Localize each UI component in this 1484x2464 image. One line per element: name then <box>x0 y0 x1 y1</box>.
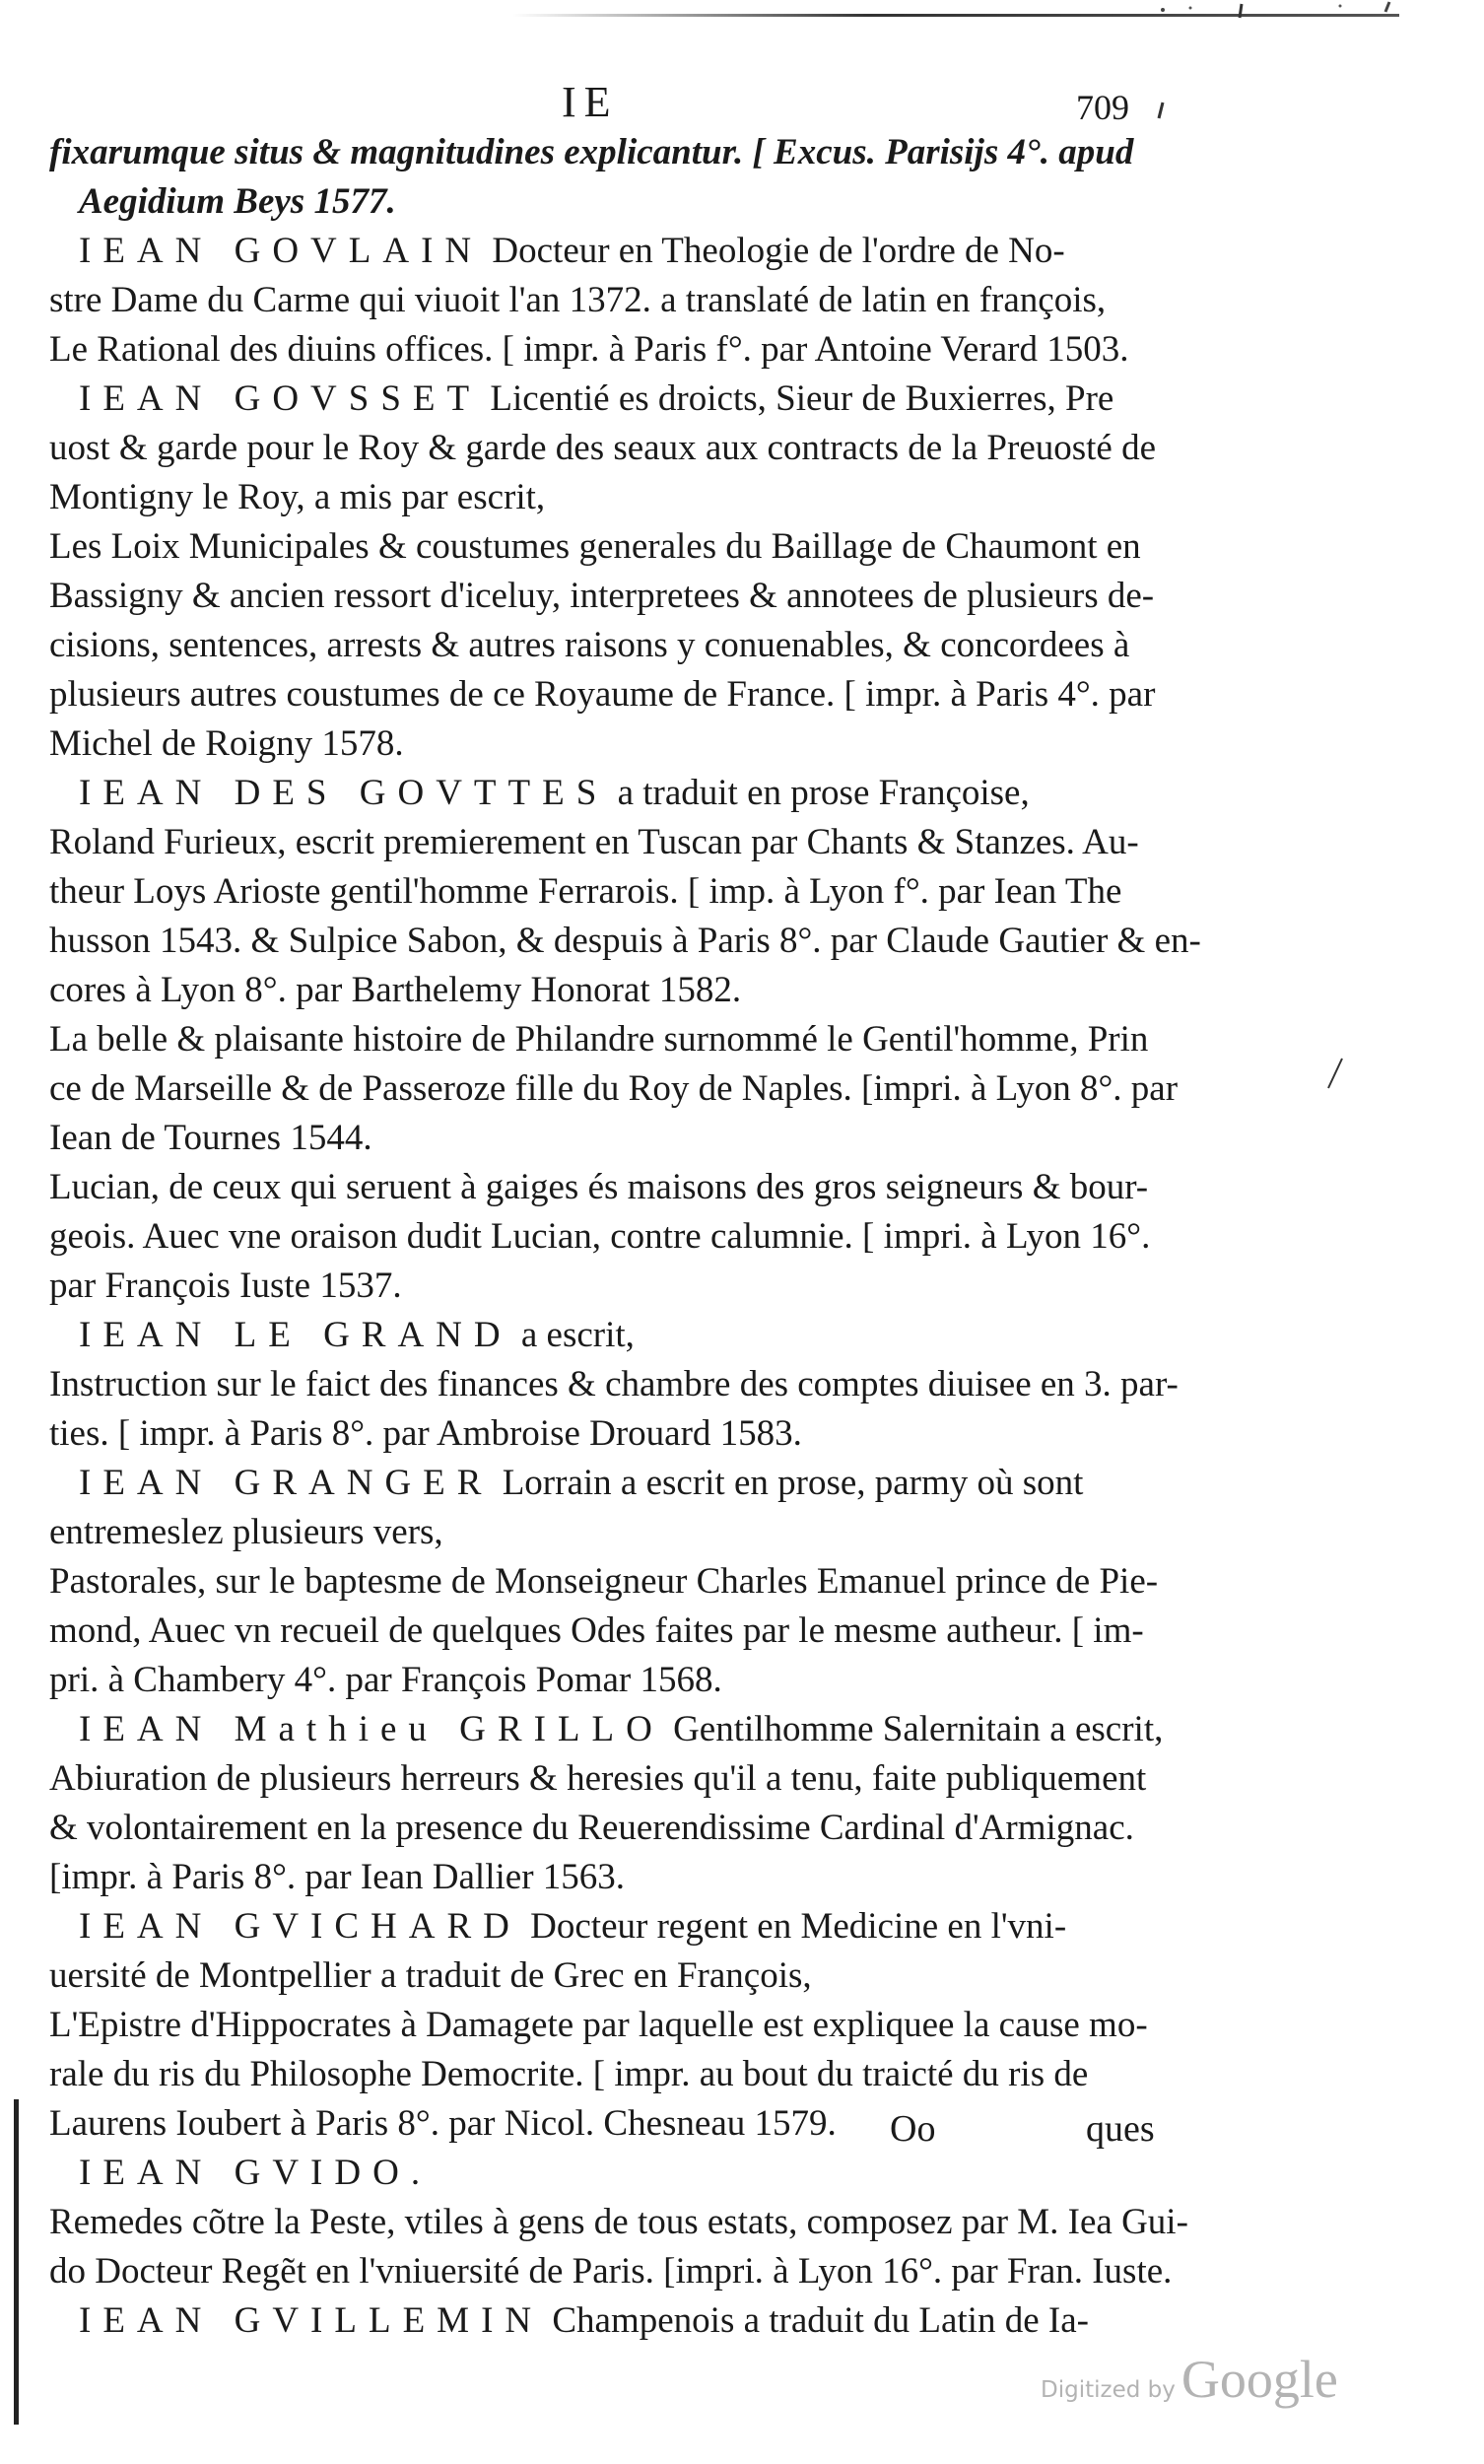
author-name: IEAN LE GRAND <box>79 1315 512 1355</box>
text-line: & volontairement en la presence du Reuerendissime Cardinal d'Armignac. <box>49 1808 1134 1848</box>
text-line: fixarumque situs & magnitudines explicantur. [ Excus. Parisijs 4°. apud <box>49 132 1134 172</box>
entry-heading: IEAN DES GOVTTES a traduit en prose Françoise, <box>79 773 1030 813</box>
text-line: geois. Auec vne oraison dudit Lucian, contre calumnie. [ impri. à Lyon 16°. <box>49 1216 1151 1257</box>
text-line: par François Iuste 1537. <box>49 1266 402 1306</box>
text-line: La belle & plaisante histoire de Philandre surnommé le Gentil'homme, Prin <box>49 1019 1149 1060</box>
text-line: cisions, sentences, arrests & autres raisons y conuenables, & concordees à <box>49 625 1130 665</box>
text-line: Remedes cõtre la Peste, vtiles à gens de tous estats, composez par M. Iea Gui- <box>49 2202 1188 2242</box>
text-line: Montigny le Roy, a mis par escrit, <box>49 477 546 517</box>
entry-heading: IEAN LE GRAND a escrit, <box>79 1315 635 1355</box>
text-line: mond, Auec vn recueil de quelques Odes faites par le mesme autheur. [ im- <box>49 1610 1144 1651</box>
text-line: Michel de Roigny 1578. <box>49 723 404 764</box>
author-name: IEAN GVICHARD <box>79 1906 521 1947</box>
text-line: Laurens Ioubert à Paris 8°. par Nicol. Chesneau 1579. <box>49 2103 837 2144</box>
text-line: Instruction sur le faict des finances & chambre des comptes diuisee en 3. par- <box>49 1364 1179 1404</box>
text-line: ties. [ impr. à Paris 8°. par Ambroise Drouard 1583. <box>49 1413 802 1454</box>
text-line: Aegidium Beys 1577. <box>79 181 396 222</box>
stray-ink-mark <box>1320 1055 1350 1094</box>
text-line: Iean de Tournes 1544. <box>49 1118 372 1158</box>
text-line: Roland Furieux, escrit premierement en Tuscan par Chants & Stanzes. Au- <box>49 822 1139 862</box>
text-line: cores à Lyon 8°. par Barthelemy Honorat 1582. <box>49 970 742 1010</box>
text-line: do Docteur Regẽt en l'vniuersité de Paris. [impri. à Lyon 16°. par Fran. Iuste. <box>49 2251 1173 2292</box>
author-name: IEAN GRANGER <box>79 1463 494 1503</box>
text-line: plusieurs autres coustumes de ce Royaume de France. [ impr. à Paris 4°. par <box>49 674 1156 715</box>
author-name: IEAN GOVLAIN <box>79 231 484 271</box>
running-title: IE <box>562 78 619 126</box>
entry-heading: IEAN GRANGER Lorrain a escrit en prose, parmy où sont <box>79 1463 1084 1503</box>
text-line: uost & garde pour le Roy & garde des seaux aux contracts de la Preuosté de <box>49 428 1157 468</box>
entry-heading: IEAN GVILLEMIN Champenois a traduit du Latin de Ia- <box>79 2300 1089 2341</box>
author-name: IEAN GVILLEMIN <box>79 2300 544 2341</box>
entry-heading: IEAN GOVLAIN Docteur en Theologie de l'ordre de No- <box>79 231 1065 271</box>
text-line: uersité de Montpellier a traduit de Grec en François, <box>49 1955 812 1996</box>
author-name: IEAN DES GOVTTES <box>79 773 609 813</box>
watermark-prefix: Digitized by <box>1041 2377 1176 2403</box>
text-line: [impr. à Paris 8°. par Iean Dallier 1563. <box>49 1857 626 1897</box>
page-body <box>49 128 1207 2346</box>
text-line: Abiuration de plusieurs herreurs & heresies qu'il a tenu, faite publiquement <box>49 1758 1147 1799</box>
text-line: Les Loix Municipales & coustumes generales du Baillage de Chaumont en <box>49 526 1141 567</box>
entry-heading: IEAN Mathieu GRILLO Gentilhomme Salernitain a escrit, <box>79 1709 1164 1749</box>
text-line: theur Loys Arioste gentil'homme Ferrarois. [ imp. à Lyon f°. par Iean The <box>49 871 1122 912</box>
text-line: rale du ris du Philosophe Democrite. [ impr. au bout du traicté du ris de <box>49 2054 1089 2094</box>
stray-ink-mark <box>1151 99 1171 128</box>
text-line: Le Rational des diuins offices. [ impr. à Paris f°. par Antoine Verard 1503. <box>49 329 1129 370</box>
signature-mark: Oo <box>890 2108 936 2150</box>
text-line: husson 1543. & Sulpice Sabon, & despuis à Paris 8°. par Claude Gautier & en- <box>49 921 1201 961</box>
author-name: IEAN GOVSSET <box>79 378 482 419</box>
binding-edge-mark <box>14 2099 19 2425</box>
google-logo: Google <box>1180 2350 1338 2409</box>
google-watermark <box>1041 2349 1338 2410</box>
text-line: entremeslez plusieurs vers, <box>49 1512 443 1552</box>
entry-heading <box>49 2149 1207 2198</box>
author-name: IEAN Mathieu GRILLO <box>79 1709 664 1749</box>
entry-heading: IEAN GOVSSET Licentié es droicts, Sieur de Buxierres, Pre <box>79 378 1114 419</box>
author-name: IEAN GVIDO. <box>79 2153 433 2193</box>
entry-heading: IEAN GVICHARD Docteur regent en Medicine en l'vni- <box>79 1906 1067 1947</box>
text-line: Pastorales, sur le baptesme de Monseigneur Charles Emanuel prince de Pie- <box>49 1561 1159 1602</box>
text-line: ce de Marseille & de Passeroze fille du Roy de Naples. [impri. à Lyon 8°. par <box>49 1068 1179 1109</box>
page-number: 709 <box>1076 88 1129 127</box>
top-edge-specks <box>1133 0 1429 30</box>
text-line: Bassigny & ancien ressort d'iceluy, interpretees & annotees de plusieurs de- <box>49 576 1155 616</box>
text-line: pri. à Chambery 4°. par François Pomar 1568. <box>49 1660 722 1700</box>
text-line: L'Epistre d'Hippocrates à Damagete par laquelle est expliquee la cause mo- <box>49 2005 1148 2045</box>
catchword: ques <box>1086 2108 1155 2150</box>
text-line: stre Dame du Carme qui viuoit l'an 1372. a translaté de latin en françois, <box>49 280 1107 320</box>
text-line: Lucian, de ceux qui seruent à gaiges és maisons des gros seigneurs & bour- <box>49 1167 1149 1207</box>
running-header <box>0 77 1484 136</box>
